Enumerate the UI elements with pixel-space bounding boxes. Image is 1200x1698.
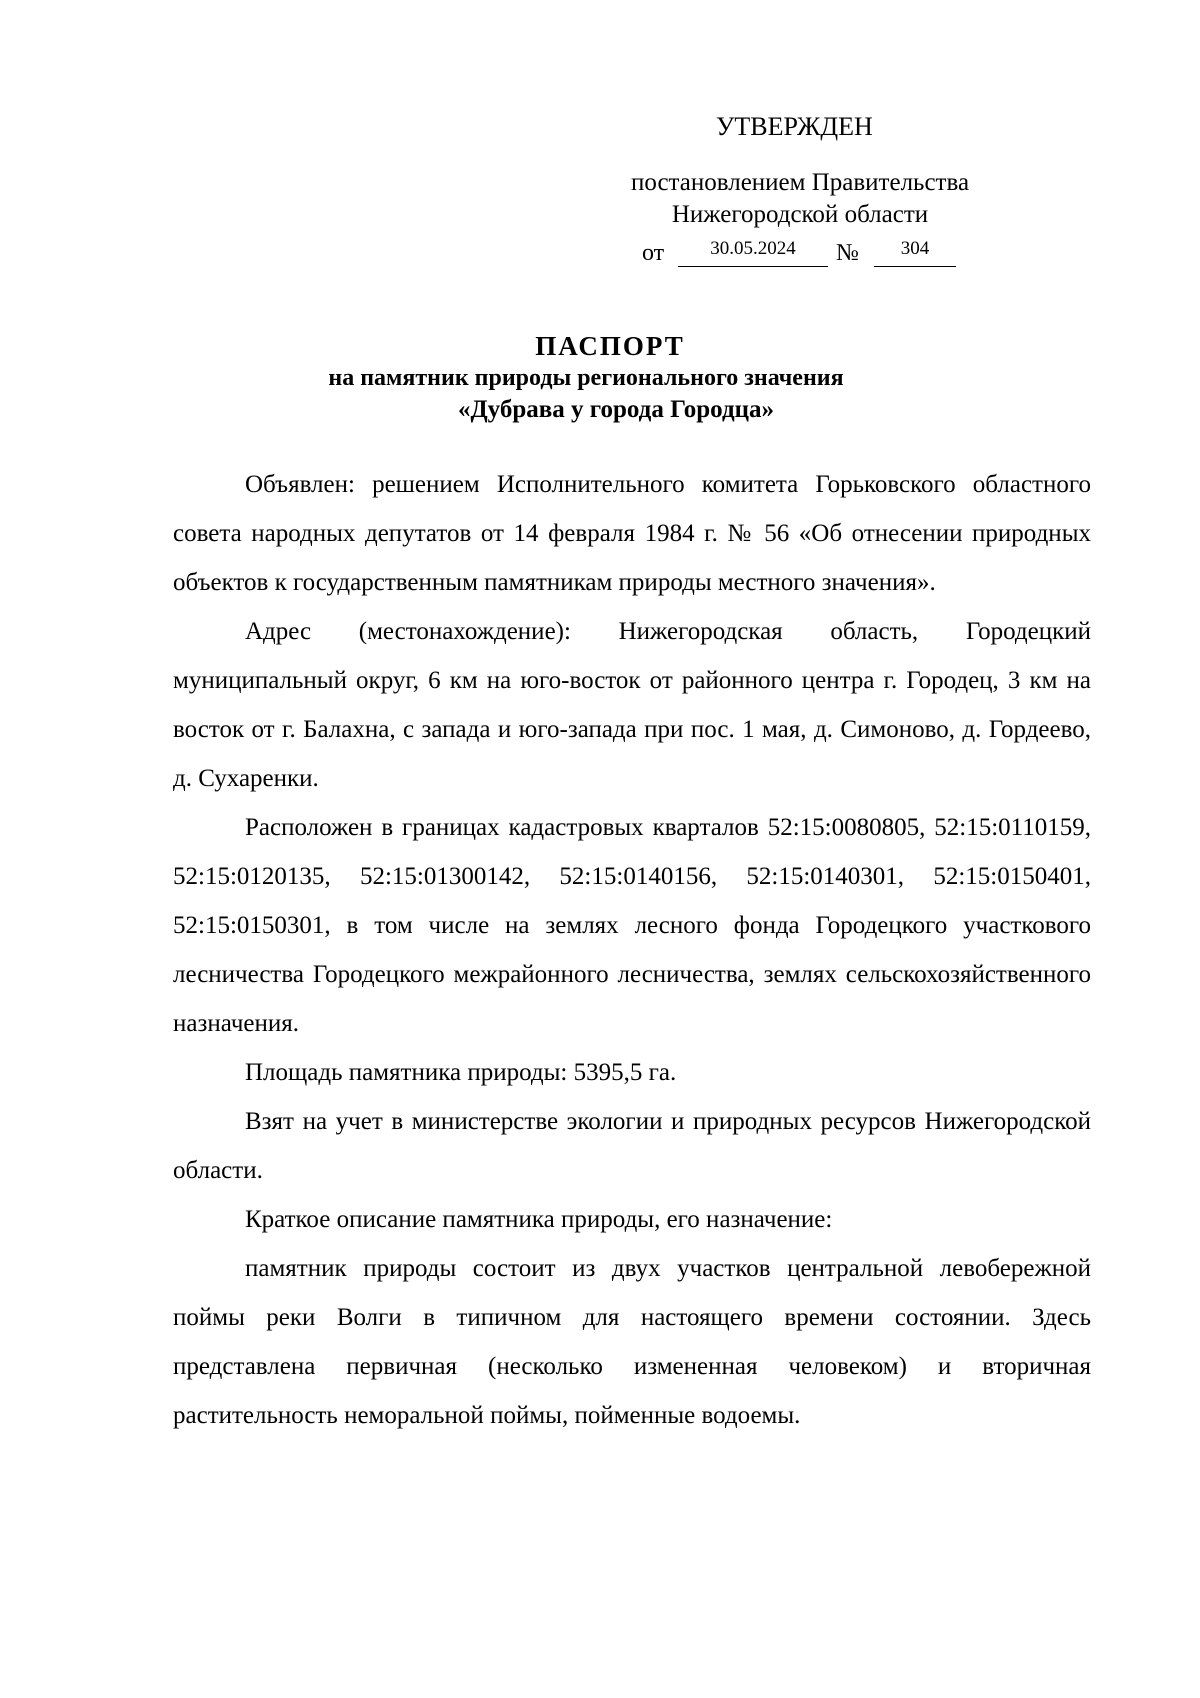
approval-title: УТВЕРЖДЕН: [716, 112, 873, 141]
document-body: [173, 460, 1091, 1440]
document-subtitle: на памятник природы регионального значения: [328, 365, 844, 391]
from-label: от: [642, 240, 665, 266]
number-sign-label: №: [836, 240, 859, 266]
approval-region-line: Нижегородской области: [671, 201, 929, 228]
approval-resolution-line: постановлением Правительства: [630, 169, 970, 196]
paragraph-area: Площадь памятника природы: 5395,5 га.: [245, 1059, 677, 1086]
approval-number-field: 304: [874, 236, 956, 267]
paragraph-description-heading: Краткое описание памятника природы, его назначение:: [245, 1206, 833, 1233]
paragraph-description: памятник природы состоит из двух участков центральной левобережной поймы реки Волги в типичном для настоящего времени состоянии. Здесь представлена первичная (несколько измененная человеком) и вторичная растительность неморальной поймы, пойменные водоемы.: [173, 1255, 1091, 1429]
approval-date-number-row: [642, 236, 1002, 270]
approval-date-field: 30.05.2024: [678, 236, 828, 267]
paragraph-registered: Взят на учет в министерстве экологии и природных ресурсов Нижегородской области.: [173, 1108, 1091, 1184]
paragraph-address: Адрес (местонахождение): Нижегородская область, Городецкий муниципальный округ, 6 км на юго-восток от районного центра г. Городец, 3 км на восток от г. Балахна, с запада и юго-запада при пос. 1 мая, д. Симоново, д. Гордеево, д. Сухаренки.: [173, 618, 1091, 792]
monument-name: «Дубрава у города Городца»: [457, 396, 775, 423]
paragraph-declared: Объявлен: решением Исполнительного комитета Горьковского областного совета народных депутатов от 14 февраля 1984 г. № 56 «Об отнесении природных объектов к государственным памятникам природы местного значения».: [173, 471, 1091, 596]
document-heading: [0, 330, 1200, 426]
document-title: ПАСПОРТ: [535, 331, 685, 361]
paragraph-location: Расположен в границах кадастровых кварталов 52:15:0080805, 52:15:0110159, 52:15:0120135, 52:15:01300142, 52:15:0140156, 52:15:0140301, 52:15:0150401, 52:15:0150301, в том числе на землях лесного фонда Городецкого участкового лесничества Городецкого межрайонного лесничества, землях сельскохозяйственного назначения.: [173, 814, 1091, 1037]
